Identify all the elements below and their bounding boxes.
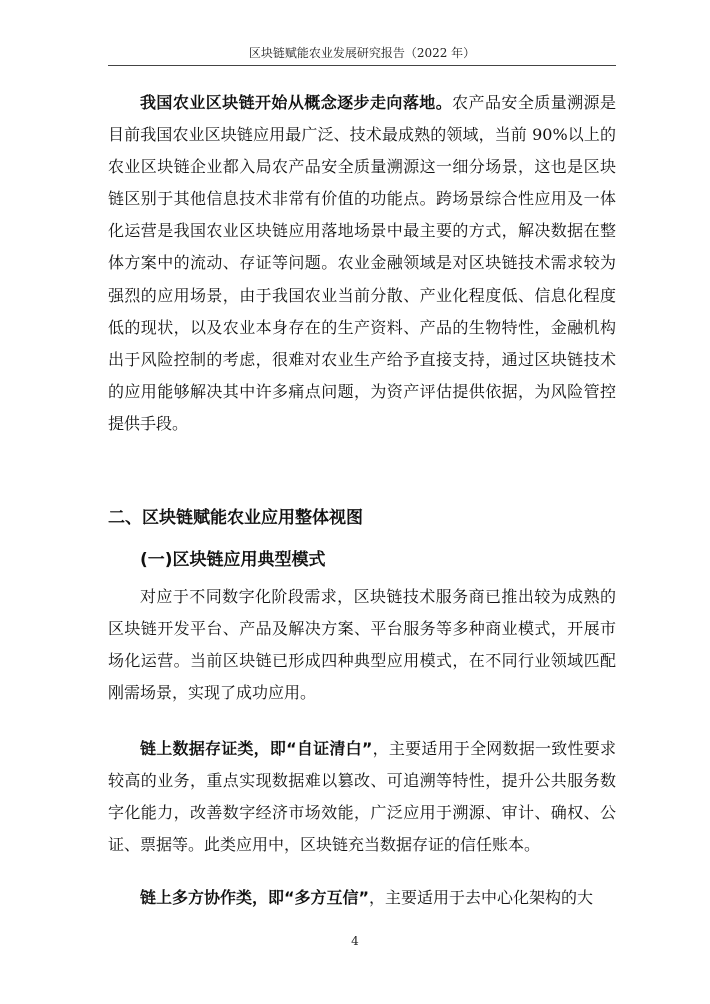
- paragraph-4-body: ，主要适用于去中心化架构的大: [369, 888, 594, 907]
- paragraph-4: [108, 882, 616, 914]
- paragraph-1-body: 农产品安全质量溯源是目前我国农业区块链应用最广泛、技术最成熟的领域，当前 90%以上的农业区块链企业都入局农产品安全质量溯源这一细分场景，这也是区块链区别于其他信息技术非常有价值的功能点。跨场景综合性应用及一体化运营是我国农业区块链应用落地场景中最主要的方式，解决数据在整体方案中的流动、存证等问题。农业金融领域是对区块链技术需求较为强烈的应用场景，由于我国农业当前分散、产业化程度低、信息化程度低的现状，以及农业本身存在的生产资料、产品的生物特性，金融机构出于风险控制的考虑，很难对农业生产给予直接支持，通过区块链技术的应用能够解决其中许多痛点问题，为资产评估提供依据，为风险管控提供手段。: [108, 93, 616, 433]
- paragraph-1: [108, 87, 616, 440]
- paragraph-2: [108, 581, 616, 709]
- page-number: 4: [351, 934, 359, 948]
- header-rule: [108, 65, 616, 66]
- paragraph-3-body: ，主要适用于全网数据一致性要求较高的业务，重点实现数据难以篡改、可追溯等特性，提升公共服务数字化能力，改善数字经济市场效能，广泛应用于溯源、审计、确权、公证、票据等。此类应用中，区块链充当数据存证的信任账本。: [108, 739, 616, 855]
- paragraph-4-lead: 链上多方协作类，即“多方互信”: [140, 888, 370, 907]
- running-header: 区块链赋能农业发展研究报告（2022 年）: [248, 46, 476, 60]
- paragraph-3: [108, 733, 616, 861]
- paragraph-1-lead: 我国农业区块链开始从概念逐步走向落地。: [140, 93, 453, 112]
- paragraph-2-body: 对应于不同数字化阶段需求，区块链技术服务商已推出较为成熟的区块链开发平台、产品及解决方案、平台服务等多种商业模式，开展市场化运营。当前区块链已形成四种典型应用模式，在不同行业领域匹配刚需场景，实现了成功应用。: [108, 587, 616, 703]
- paragraph-3-lead: 链上数据存证类，即“自证清白”: [140, 739, 373, 758]
- subsection-heading: (一)区块链应用典型模式: [140, 550, 326, 570]
- section-heading: 二、区块链赋能农业应用整体视图: [108, 508, 363, 528]
